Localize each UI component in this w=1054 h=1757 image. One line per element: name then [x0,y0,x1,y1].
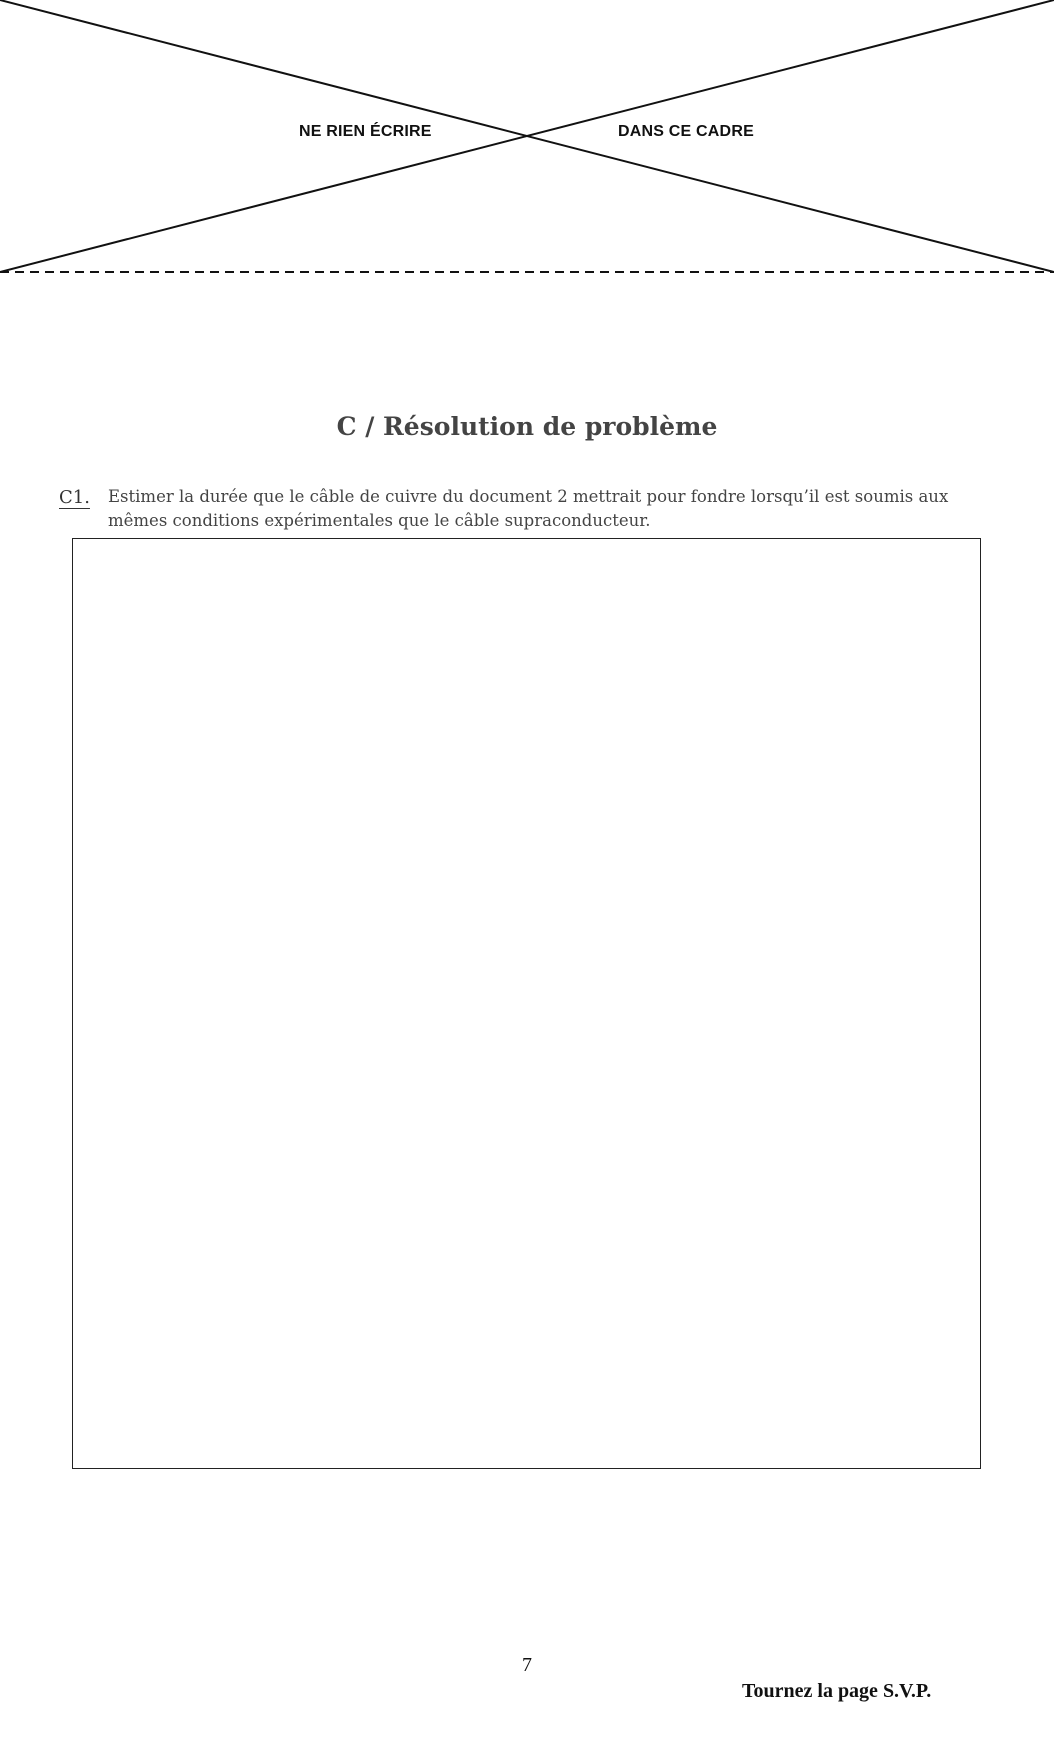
section-title: C / Résolution de problème [336,412,718,441]
question-number: C1. [59,487,90,508]
question-text [108,485,968,533]
page-number: 7 [522,1654,532,1676]
answer-box[interactable] [72,538,981,1469]
no-writing-zone-cross [0,0,1054,280]
turn-page-notice: Tournez la page S.V.P. [742,1680,932,1702]
question-text-line-1: Estimer la durée que le câble de cuivre du document 2 mettrait pour fondre lorsqu’il est soumis aux [108,487,949,506]
no-writing-label-left: NE RIEN ÉCRIRE [299,123,432,140]
no-writing-label-right: DANS CE CADRE [618,123,754,140]
question-text-line-2: mêmes conditions expérimentales que le câble supraconducteur. [108,511,651,530]
